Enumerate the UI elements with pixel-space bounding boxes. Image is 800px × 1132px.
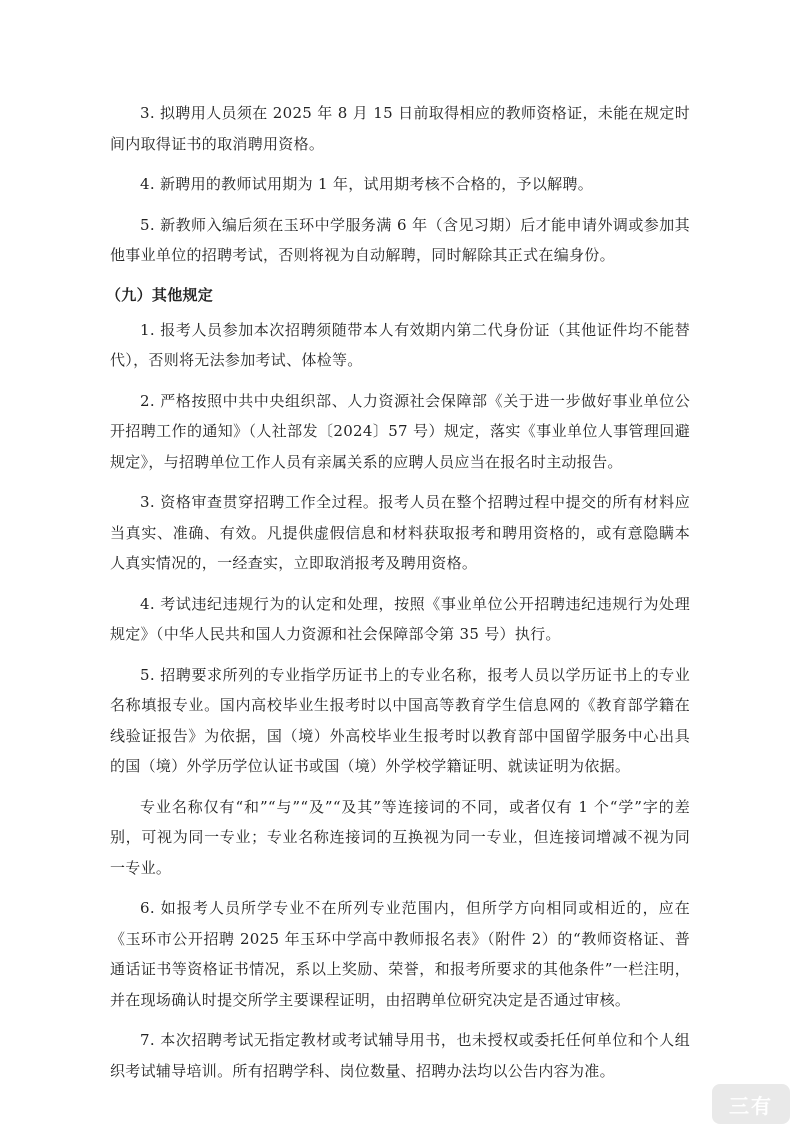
document-body xyxy=(106,98,690,1096)
paragraph-avoidance-rules: 2. 严格按照中共中央组织部、人力资源社会保障部《关于进一步做好事业单位公开招聘工作的通知》（人社部发〔2024〕57 号）规定，落实《事业单位人事管理回避规定》，与招聘单位工作人员有亲属关系的应聘人员应当在报名时主动报告。 xyxy=(110,391,690,471)
paragraph-no-designated-materials: 7. 本次招聘考试无指定教材或考试辅导用书，也未授权或委托任何单位和个人组织考试辅导培训。所有招聘学科、岗位数量、招聘办法均以公告内容为准。 xyxy=(110,1031,690,1080)
paragraph-major-equivalence: 专业名称仅有“和”“与”“及”“及其”等连接词的不同，或者仅有 1 个“学”字的差别，可视为同一专业；专业名称连接词的互换视为同一专业，但连接词增减不视为同一专业。 xyxy=(110,797,690,877)
paragraph-major-names: 5. 招聘要求所列的专业指学历证书上的专业名称，报考人员以学历证书上的专业名称填报专业。国内高校毕业生报考时以中国高等教育学生信息网的《教育部学籍在线验证报告》为依据，国（境）外高校毕业生报考时以教育部中国留学服务中心出具的国（境）外学历学位认证书或国（境）外学校学籍证明、就读证明为依据。 xyxy=(110,665,690,775)
paragraph-trial-period: 4. 新聘用的教师试用期为 1 年，试用期考核不合格的，予以解聘。 xyxy=(140,175,594,193)
paragraph-qualification-review: 3. 资格审查贯穿招聘工作全过程。报考人员在整个招聘过程中提交的所有材料应当真实、准确、有效。凡提供虚假信息和材料获取报考和聘用资格的，或有意隐瞒本人真实情况的，一经查实，立即取消报考及聘用资格。 xyxy=(110,493,690,572)
paragraph-related-majors: 6. 如报考人员所学专业不在所列专业范围内，但所学方向相同或相近的，应在《玉环市公开招聘 2025 年玉环中学高中教师报名表》（附件 2）的“教师资格证、普通话证书等资格证书情况，系以上奖励、荣誉，和报考所要求的其他条件”一栏注明，并在现场确认时提交所学主要课程证明，由招聘单位研究决定是否通过审核。 xyxy=(110,899,690,1009)
paragraph-service-term: 5. 新教师入编后须在玉环中学服务满 6 年（含见习期）后才能申请外调或参加其他事业单位的招聘考试，否则将视为自动解聘，同时解除其正式在编身份。 xyxy=(110,215,690,264)
paragraph-id-card: 1. 报考人员参加本次招聘须随带本人有效期内第二代身份证（其他证件均不能替代），否则将无法参加考试、体检等。 xyxy=(110,320,690,369)
paragraph-probation-certificate: 3. 拟聘用人员须在 2025 年 8 月 15 日前取得相应的教师资格证，未能在规定时间内取得证书的取消聘用资格。 xyxy=(110,104,690,153)
section-heading-other-rules: （九）其他规定 xyxy=(106,285,214,304)
paragraph-violation-handling: 4. 考试违纪违规行为的认定和处理，按照《事业单位公开招聘违纪违规行为处理规定》（中华人民共和国人力资源和社会保障部令第 35 号）执行。 xyxy=(110,594,690,643)
watermark-logo: 三有 xyxy=(712,1084,790,1124)
